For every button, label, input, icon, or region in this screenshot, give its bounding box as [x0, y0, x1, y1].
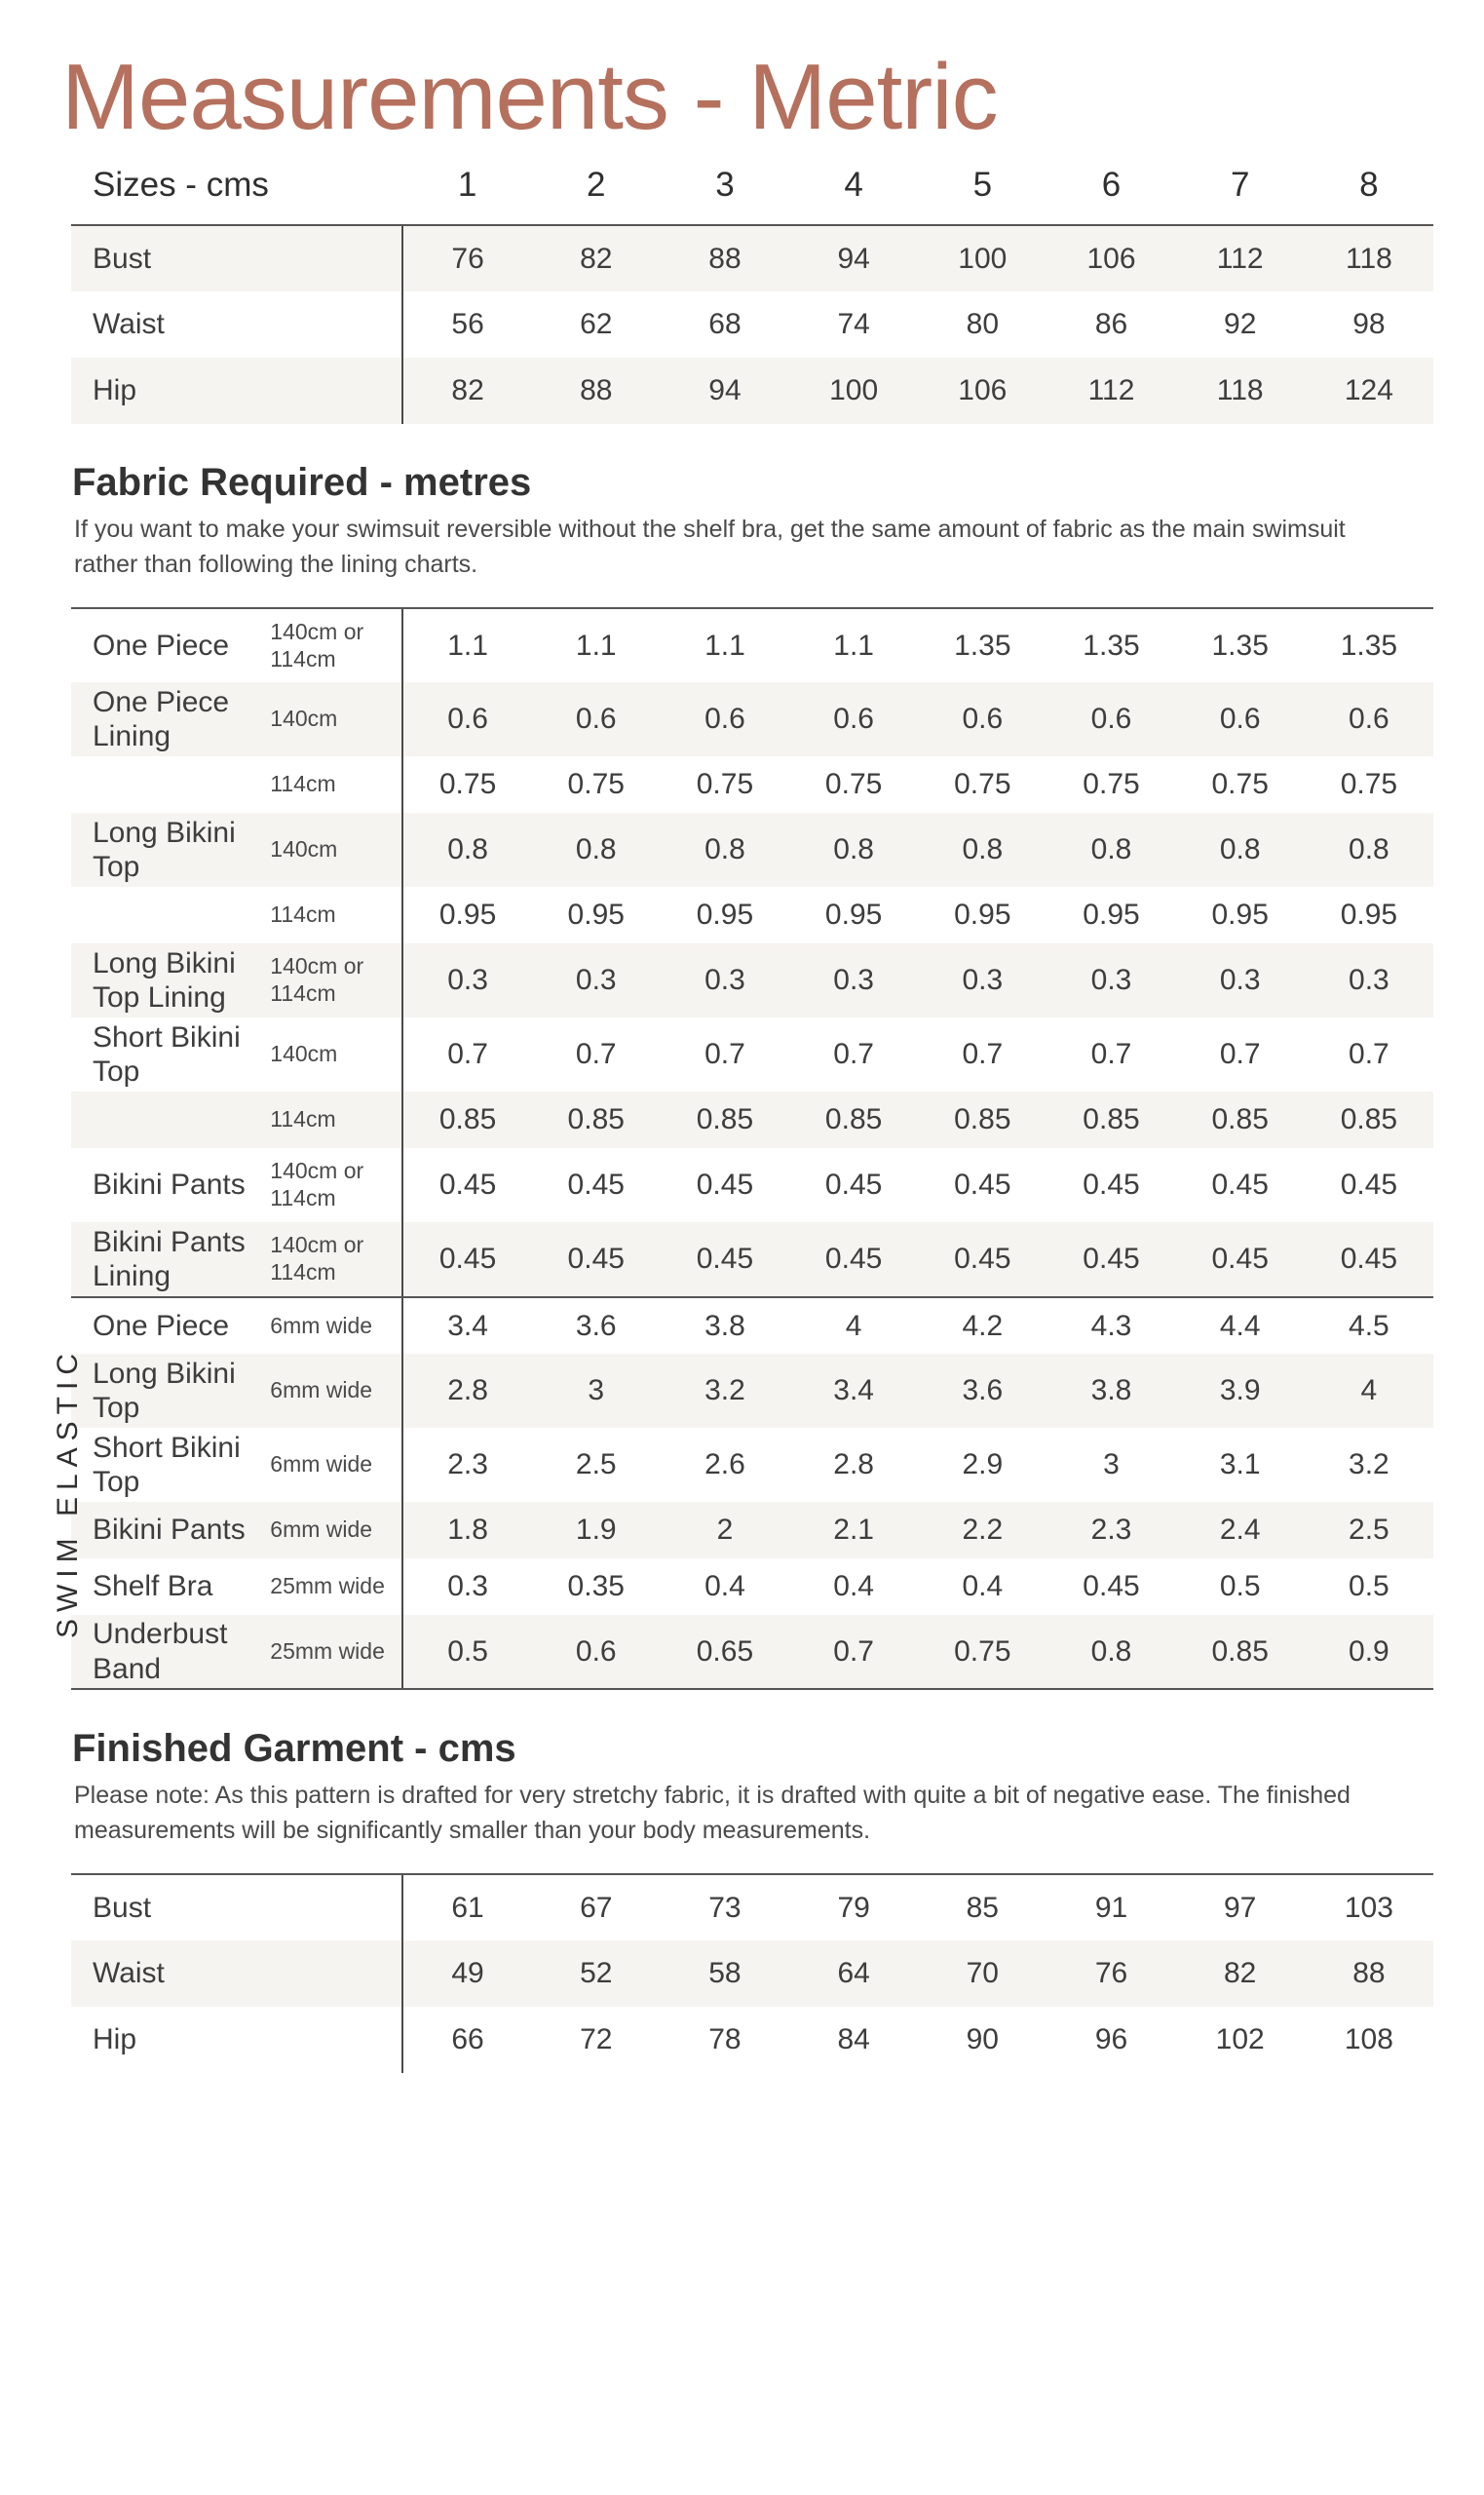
- row-label: Shelf Bra: [93, 1570, 213, 1603]
- cell: 0.7: [833, 1038, 874, 1070]
- cell: 2.3: [402, 1428, 531, 1502]
- row-label: Waist: [93, 308, 165, 340]
- sizes-header-row: [71, 144, 1433, 225]
- row-label: Short Bikini Top: [93, 1020, 241, 1088]
- cell: 0.95: [1211, 899, 1269, 931]
- cell: 102: [1215, 2023, 1265, 2055]
- cell: 3.9: [1219, 1374, 1261, 1406]
- table-row: [71, 1558, 1433, 1615]
- row-spec: 25mm wide: [270, 1573, 385, 1599]
- cell: 0.4: [704, 1570, 745, 1602]
- cell: 72: [580, 2023, 613, 2055]
- cell: 94: [789, 225, 918, 291]
- cell: 0.75: [1211, 768, 1269, 800]
- size-column-7: 7: [1230, 166, 1250, 204]
- row-spec: 140cm: [270, 836, 338, 863]
- cell: 0.75: [567, 768, 625, 800]
- cell: 0.7: [704, 1038, 745, 1070]
- cell: 3.6: [532, 1297, 661, 1354]
- cell: 0.8: [833, 833, 874, 865]
- row-spec: 6mm wide: [270, 1516, 373, 1543]
- cell: 94: [708, 374, 742, 406]
- cell: 1.1: [532, 608, 661, 682]
- cell: 2.8: [402, 1354, 531, 1428]
- cell: 0.4: [833, 1570, 874, 1602]
- cell: 1.1: [402, 608, 531, 682]
- cell: 91: [1046, 1874, 1175, 1940]
- cell: 0.6: [962, 703, 1004, 735]
- cell: 0.85: [1176, 1615, 1305, 1689]
- size-column-5: 5: [972, 166, 993, 204]
- cell: 0.6: [833, 703, 874, 735]
- cell: 0.6: [532, 1615, 661, 1689]
- cell: 4: [789, 1297, 918, 1354]
- sizes-table: [71, 144, 1433, 424]
- cell: 0.45: [696, 1169, 754, 1201]
- cell: 100: [918, 225, 1046, 291]
- table-row: [71, 1874, 1433, 1940]
- cell: 76: [402, 225, 531, 291]
- cell: 0.6: [1219, 703, 1261, 735]
- finished-section-heading: Finished Garment - cms: [72, 1727, 516, 1770]
- cell: 80: [966, 308, 1000, 340]
- cell: 4.3: [1046, 1297, 1175, 1354]
- cell: 0.75: [1340, 768, 1398, 800]
- cell: 74: [837, 308, 870, 340]
- cell: 2.1: [833, 1514, 874, 1546]
- cell: 0.95: [567, 899, 625, 931]
- page-title: Measurements - Metric: [61, 45, 998, 149]
- cell: 1.35: [918, 608, 1046, 682]
- cell: 88: [580, 374, 613, 406]
- cell: 0.65: [661, 1615, 789, 1689]
- cell: 86: [1094, 308, 1128, 340]
- cell: 82: [402, 358, 531, 424]
- row-spec: 140cm or 114cm: [270, 1232, 364, 1285]
- cell: 78: [708, 2023, 742, 2055]
- cell: 0.3: [1219, 964, 1261, 996]
- cell: 1.35: [1176, 608, 1305, 682]
- row-spec: 114cm: [270, 902, 336, 928]
- cell: 118: [1216, 374, 1264, 406]
- cell: 0.45: [1211, 1169, 1269, 1201]
- cell: 0.3: [704, 964, 745, 996]
- cell: 0.7: [789, 1615, 918, 1689]
- cell: 0.95: [402, 887, 531, 943]
- cell: 0.45: [1083, 1243, 1140, 1275]
- cell: 3.8: [661, 1297, 789, 1354]
- cell: 0.45: [954, 1243, 1011, 1275]
- cell: 0.35: [567, 1570, 625, 1602]
- cell: 0.3: [1349, 964, 1389, 996]
- cell: 2.8: [833, 1448, 874, 1480]
- cell: 0.75: [954, 768, 1011, 800]
- table-row: [71, 682, 1433, 756]
- cell: 90: [966, 2023, 999, 2055]
- cell: 0.45: [696, 1243, 754, 1275]
- cell: 0.8: [704, 833, 745, 865]
- row-spec: 6mm wide: [270, 1451, 373, 1478]
- cell: 112: [1087, 374, 1135, 406]
- cell: 3: [588, 1374, 605, 1406]
- cell: 0.95: [696, 899, 754, 931]
- cell: 2.5: [1349, 1514, 1389, 1546]
- cell: 52: [580, 1957, 613, 1989]
- row-label: Bust: [71, 1874, 402, 1940]
- row-spec: 114cm: [270, 771, 336, 797]
- cell: 0.45: [567, 1243, 625, 1275]
- row-label: Bikini Pants Lining: [93, 1225, 246, 1292]
- cell: 82: [1224, 1957, 1257, 1989]
- row-spec: 25mm wide: [266, 1615, 402, 1689]
- cell: 0.6: [575, 703, 617, 735]
- row-spec: 140cm or 114cm: [270, 1158, 364, 1210]
- cell: 56: [402, 291, 531, 358]
- cell: 0.85: [954, 1103, 1011, 1135]
- cell: 0.7: [575, 1038, 617, 1070]
- row-label: Underbust Band: [71, 1615, 266, 1689]
- row-spec: 140cm: [270, 706, 338, 732]
- cell: 84: [837, 2023, 870, 2055]
- cell: 0.8: [402, 813, 531, 887]
- cell: 4: [1360, 1374, 1378, 1406]
- cell: 0.8: [1349, 833, 1389, 865]
- cell: 96: [1094, 2023, 1128, 2055]
- row-label: Hip: [93, 2023, 137, 2055]
- fabric-table: [71, 607, 1433, 1296]
- size-column-8: 8: [1359, 166, 1379, 204]
- cell: 1.35: [1046, 608, 1175, 682]
- cell: 61: [402, 1874, 531, 1940]
- row-label: Long Bikini Top: [93, 1357, 236, 1424]
- cell: 106: [1046, 225, 1175, 291]
- cell: 0.45: [567, 1169, 625, 1201]
- cell: 0.85: [696, 1103, 754, 1135]
- row-spec: 140cm or 114cm: [270, 953, 364, 1006]
- cell: 0.7: [962, 1038, 1004, 1070]
- cell: 58: [708, 1957, 742, 1989]
- cell: 118: [1305, 225, 1433, 291]
- swim-elastic-side-label-text: SWIM ELASTIC: [52, 1347, 84, 1639]
- table-row: [71, 887, 1433, 943]
- cell: 79: [789, 1874, 918, 1940]
- cell: 0.5: [1219, 1570, 1261, 1602]
- cell: 0.45: [1340, 1243, 1398, 1275]
- cell: 68: [708, 308, 742, 340]
- cell: 0.45: [824, 1243, 883, 1275]
- cell: 0.95: [1083, 899, 1140, 931]
- cell: 0.6: [1349, 703, 1389, 735]
- cell: 0.7: [1349, 1038, 1389, 1070]
- table-row: [71, 291, 1433, 358]
- size-column-2: 2: [587, 166, 606, 204]
- row-label: One Piece: [71, 608, 266, 682]
- cell: 2.2: [962, 1514, 1004, 1546]
- cell: 49: [402, 1940, 531, 2007]
- cell: 2: [716, 1514, 734, 1546]
- cell: 100: [829, 374, 879, 406]
- cell: 0.45: [1340, 1169, 1398, 1201]
- cell: 0.95: [954, 899, 1011, 931]
- table-row: [71, 358, 1433, 424]
- cell: 112: [1176, 225, 1305, 291]
- sizes-header-label: Sizes - cms: [93, 166, 269, 204]
- cell: 0.6: [1090, 703, 1132, 735]
- cell: 0.75: [1083, 768, 1140, 800]
- cell: 0.7: [402, 1017, 531, 1092]
- cell: 0.85: [567, 1103, 625, 1135]
- finished-section-note: Please note: As this pattern is drafted for very stretchy fabric, it is drafted with quite a bit of negative ease. The finished measurements will be significantly smaller than your body measurements.: [74, 1782, 1351, 1844]
- cell: 0.7: [1219, 1038, 1261, 1070]
- cell: 0.85: [1211, 1103, 1269, 1135]
- cell: 67: [532, 1874, 661, 1940]
- table-row: [71, 813, 1433, 887]
- cell: 0.7: [1090, 1038, 1132, 1070]
- cell: 3.2: [704, 1374, 745, 1406]
- row-label: Bikini Pants: [93, 1514, 246, 1547]
- cell: 0.45: [1083, 1570, 1140, 1602]
- cell: 0.75: [402, 756, 531, 813]
- cell: 0.3: [1090, 964, 1132, 996]
- cell: 2.5: [575, 1448, 617, 1480]
- cell: 0.85: [402, 1092, 531, 1148]
- row-label: Hip: [93, 374, 137, 406]
- cell: 0.45: [1211, 1243, 1269, 1275]
- cell: 1.1: [789, 608, 918, 682]
- cell: 0.9: [1305, 1615, 1433, 1689]
- row-label: Bust: [71, 225, 402, 291]
- table-row: [71, 1297, 1433, 1354]
- cell: 3.4: [402, 1297, 531, 1354]
- cell: 1.8: [402, 1502, 531, 1558]
- cell: 0.45: [824, 1169, 883, 1201]
- cell: 62: [580, 308, 613, 340]
- table-row: [71, 1354, 1433, 1428]
- table-row: [71, 1017, 1433, 1092]
- table-row: [71, 2007, 1433, 2073]
- cell: 0.85: [824, 1103, 883, 1135]
- size-column-4: 4: [844, 166, 863, 204]
- table-row: [71, 1940, 1433, 2007]
- cell: 2.6: [704, 1448, 745, 1480]
- cell: 0.45: [954, 1169, 1011, 1201]
- cell: 0.95: [1340, 899, 1398, 931]
- cell: 1.1: [661, 608, 789, 682]
- table-row: [71, 1615, 1433, 1689]
- cell: 1.9: [575, 1514, 617, 1546]
- cell: 0.4: [962, 1570, 1004, 1602]
- cell: 3.1: [1219, 1448, 1261, 1480]
- cell: 0.5: [1349, 1570, 1389, 1602]
- cell: 85: [918, 1874, 1046, 1940]
- row-label: One Piece: [71, 1297, 266, 1354]
- table-row: [71, 608, 1433, 682]
- cell: 92: [1224, 308, 1257, 340]
- cell: 0.45: [402, 1148, 531, 1222]
- row-label: Short Bikini Top: [93, 1431, 241, 1498]
- row-spec: 6mm wide: [270, 1377, 373, 1403]
- cell: 4.5: [1305, 1297, 1433, 1354]
- cell: 0.45: [402, 1222, 531, 1296]
- row-label: Long Bikini Top Lining: [93, 946, 236, 1014]
- cell: 0.85: [1083, 1103, 1140, 1135]
- cell: 0.8: [1090, 833, 1132, 865]
- cell: 0.8: [1219, 833, 1261, 865]
- table-row: [71, 1092, 1433, 1148]
- cell: 0.95: [824, 899, 883, 931]
- cell: 2.3: [1090, 1514, 1132, 1546]
- row-label: [71, 756, 266, 813]
- fabric-section-note: If you want to make your swimsuit reversible without the shelf bra, get the same amount of fabric as the main swimsuit rather than following the lining charts.: [74, 516, 1346, 578]
- elastic-table: [71, 1296, 1433, 1690]
- cell: 64: [837, 1957, 870, 1989]
- cell: 0.5: [402, 1615, 531, 1689]
- cell: 0.3: [402, 1558, 531, 1615]
- cell: 98: [1352, 308, 1386, 340]
- cell: 3.8: [1090, 1374, 1132, 1406]
- cell: 3.4: [833, 1374, 874, 1406]
- table-row: [71, 225, 1433, 291]
- cell: 82: [532, 225, 661, 291]
- table-row: [71, 1222, 1433, 1296]
- cell: 1.35: [1305, 608, 1433, 682]
- cell: 70: [966, 1957, 999, 1989]
- cell: 4.2: [918, 1297, 1046, 1354]
- table-row: [71, 1148, 1433, 1222]
- cell: 108: [1344, 2023, 1393, 2055]
- row-label: [71, 887, 266, 943]
- table-row: [71, 1502, 1433, 1558]
- row-label: Bikini Pants: [93, 1169, 246, 1202]
- row-label: Waist: [93, 1957, 165, 1989]
- cell: 76: [1094, 1957, 1128, 1989]
- cell: 0.3: [575, 964, 617, 996]
- cell: 106: [958, 374, 1008, 406]
- cell: 3.6: [962, 1374, 1004, 1406]
- cell: 0.8: [1046, 1615, 1175, 1689]
- row-spec: 140cm or 114cm: [266, 608, 402, 682]
- cell: 0.75: [696, 768, 754, 800]
- fabric-section-heading: Fabric Required - metres: [72, 461, 532, 504]
- table-row: [71, 756, 1433, 813]
- cell: 0.3: [833, 964, 874, 996]
- cell: 0.6: [402, 682, 531, 756]
- cell: 4.4: [1176, 1297, 1305, 1354]
- cell: 88: [1352, 1957, 1386, 1989]
- cell: 3: [1103, 1448, 1120, 1480]
- cell: 0.8: [962, 833, 1004, 865]
- cell: 103: [1305, 1874, 1433, 1940]
- cell: 124: [1344, 374, 1393, 406]
- cell: 97: [1176, 1874, 1305, 1940]
- cell: 2.9: [962, 1448, 1004, 1480]
- cell: 73: [661, 1874, 789, 1940]
- swim-elastic-section: [39, 1296, 1445, 1690]
- cell: 0.75: [824, 768, 883, 800]
- row-spec: 114cm: [270, 1106, 336, 1132]
- size-column-1: 1: [457, 166, 477, 204]
- cell: 66: [402, 2007, 531, 2073]
- cell: 2.4: [1219, 1514, 1261, 1546]
- row-label: [71, 1092, 266, 1148]
- cell: 0.85: [1340, 1103, 1398, 1135]
- row-label: Long Bikini Top: [93, 816, 236, 883]
- cell: 0.75: [918, 1615, 1046, 1689]
- cell: 0.6: [704, 703, 745, 735]
- row-label: One Piece Lining: [93, 685, 230, 752]
- row-spec: 6mm wide: [266, 1297, 402, 1354]
- size-column-3: 3: [715, 166, 735, 204]
- cell: 3.2: [1349, 1448, 1389, 1480]
- table-row: [71, 943, 1433, 1017]
- finished-garment-table: [71, 1873, 1433, 2073]
- table-row: [71, 1428, 1433, 1502]
- cell: 0.3: [402, 943, 531, 1017]
- cell: 88: [661, 225, 789, 291]
- size-column-6: 6: [1101, 166, 1122, 204]
- cell: 0.3: [962, 964, 1004, 996]
- cell: 0.45: [1083, 1169, 1140, 1201]
- row-spec: 140cm: [270, 1041, 338, 1067]
- cell: 0.8: [575, 833, 617, 865]
